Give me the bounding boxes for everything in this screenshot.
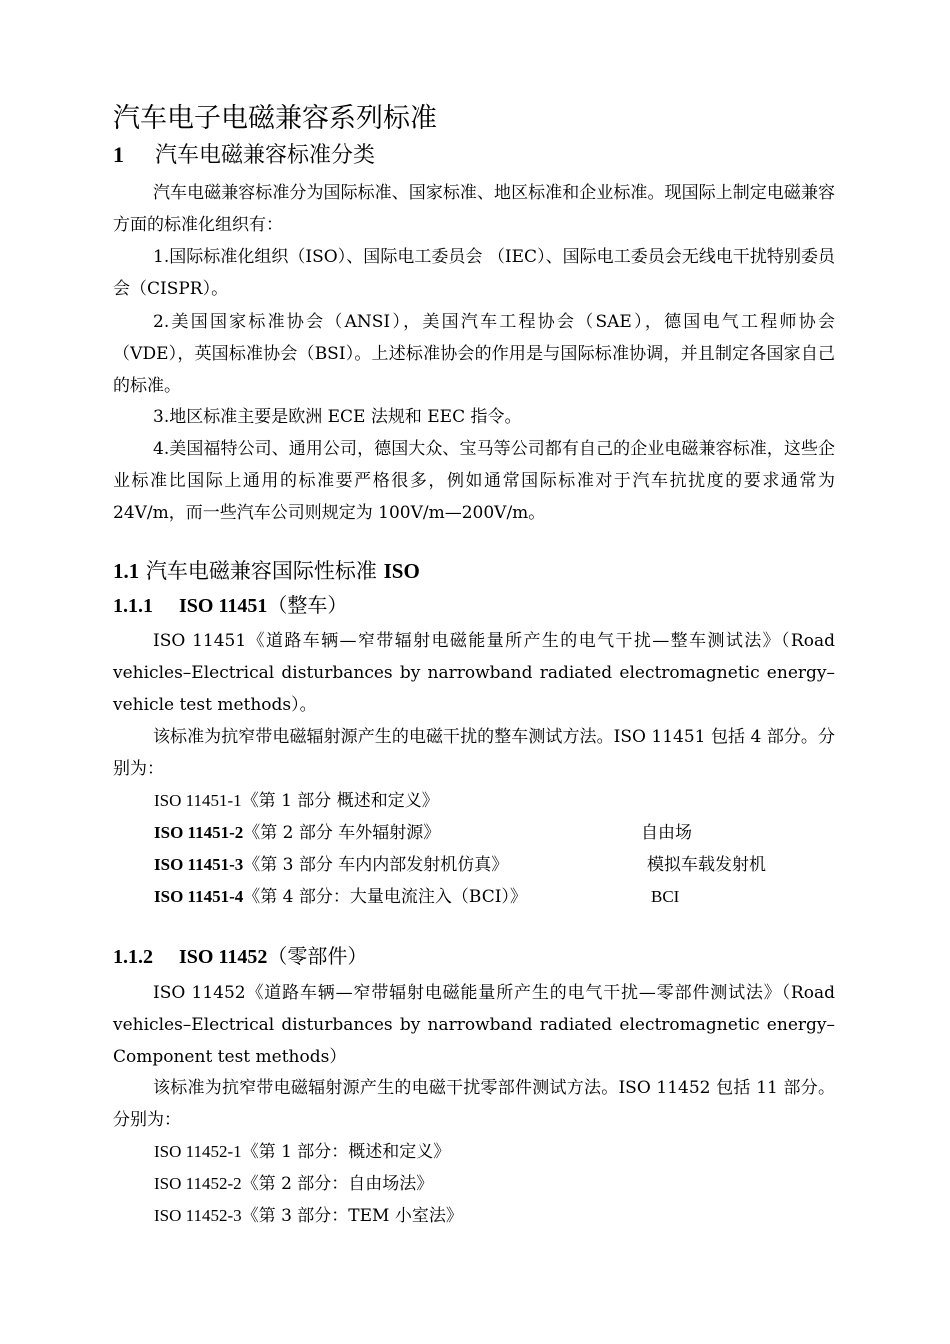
section-1-heading [113, 138, 375, 173]
part-note: BCI [651, 887, 680, 906]
part-item [154, 1200, 463, 1232]
paragraph: ISO 11451《道路车辆—窄带辐射电磁能量所产生的电气干扰—整车测试法》（Road vehicles–Electrical disturbances by narrowband radiated electromagnetic energy–vehicle test methods）。 [113, 631, 835, 715]
part-code: ISO 11451-4 [154, 887, 244, 906]
paragraph: 该标准为抗窄带电磁辐射源产生的电磁干扰零部件测试方法。ISO 11452 包括 11 部分。分别为： [113, 1078, 835, 1130]
part-code: ISO 11451-3 [154, 855, 244, 874]
part-text: 《第 3 部分：TEM 小室法》 [241, 1206, 463, 1226]
section-suffix: （零部件） [267, 944, 368, 968]
paragraph: 1.国际标准化组织（ISO）、国际电工委员会 （IEC）、国际电工委员会无线电干扰特别委员会（CISPR）。 [113, 247, 835, 299]
document-title: 汽车电子电磁兼容系列标准 [113, 103, 437, 134]
section-number: 1.1 [113, 559, 140, 583]
paragraph: 该标准为抗窄带电磁辐射源产生的电磁干扰的整车测试方法。ISO 11451 包括 4 部分。分别为： [113, 727, 835, 779]
section-1-1-heading [113, 555, 420, 587]
part-code: ISO 11452-2 [154, 1174, 242, 1193]
part-item [154, 1168, 433, 1200]
part-item [154, 817, 440, 849]
part-text: 《第 1 部分 概述和定义》 [241, 791, 439, 811]
section-title: 汽车电磁兼容国际性标准 [145, 559, 377, 583]
part-text: 《第 3 部分 车内内部发射机仿真》 [243, 855, 509, 875]
part-code: ISO 11451-2 [154, 823, 244, 842]
part-code: ISO 11452-1 [154, 1142, 242, 1161]
part-code: ISO 11451-1 [154, 791, 242, 810]
standard-code: ISO 11452 [179, 946, 268, 968]
section-suffix: （整车） [267, 593, 348, 617]
paragraph: 2.美国国家标准协会（ANSI），美国汽车工程协会（SAE），德国电气工程师协会（VDE），英国标准协会（BSI）。上述标准协会的作用是与国际标准协调，并且制定各国家自己的标准。 [113, 312, 835, 396]
section-1-1-2-heading [113, 940, 367, 973]
part-text: 《第 4 部分：大量电流注入（BCI）》 [243, 887, 527, 907]
paragraph: 3.地区标准主要是欧洲 ECE 法规和 EEC 指令。 [153, 407, 522, 427]
standard-code: ISO 11451 [179, 595, 268, 617]
section-number: 1.1.1 [113, 595, 153, 617]
part-note: 模拟车载发射机 [647, 855, 766, 875]
paragraph: ISO 11452《道路车辆—窄带辐射电磁能量所产生的电气干扰—零部件测试法》（Road vehicles–Electrical disturbances by narrowband radiated electromagnetic energy–Component test methods） [113, 983, 835, 1067]
part-text: 《第 2 部分 车外辐射源》 [243, 823, 441, 843]
part-item [154, 849, 508, 881]
paragraph: 4.美国福特公司、通用公司，德国大众、宝马等公司都有自己的企业电磁兼容标准，这些企业标准比国际上通用的标准要严格很多，例如通常国际标准对于汽车抗扰度的要求通常为 24V/m，而一些汽车公司则规定为 100V/m—200V/m。 [113, 439, 835, 523]
part-item [154, 881, 527, 913]
part-text: 《第 1 部分：概述和定义》 [241, 1142, 451, 1162]
part-code: ISO 11452-3 [154, 1206, 242, 1225]
section-1-1-1-heading [113, 589, 347, 622]
part-item [154, 1136, 450, 1168]
section-code: ISO [383, 559, 420, 583]
section-title: 汽车电磁兼容标准分类 [155, 143, 376, 168]
part-item [154, 785, 439, 817]
section-number: 1 [113, 142, 124, 167]
part-note: 自由场 [641, 823, 692, 843]
part-text: 《第 2 部分：自由场法》 [241, 1174, 434, 1194]
section-number: 1.1.2 [113, 946, 153, 968]
paragraph: 汽车电磁兼容标准分为国际标准、国家标准、地区标准和企业标准。现国际上制定电磁兼容方面的标准化组织有： [113, 183, 835, 235]
